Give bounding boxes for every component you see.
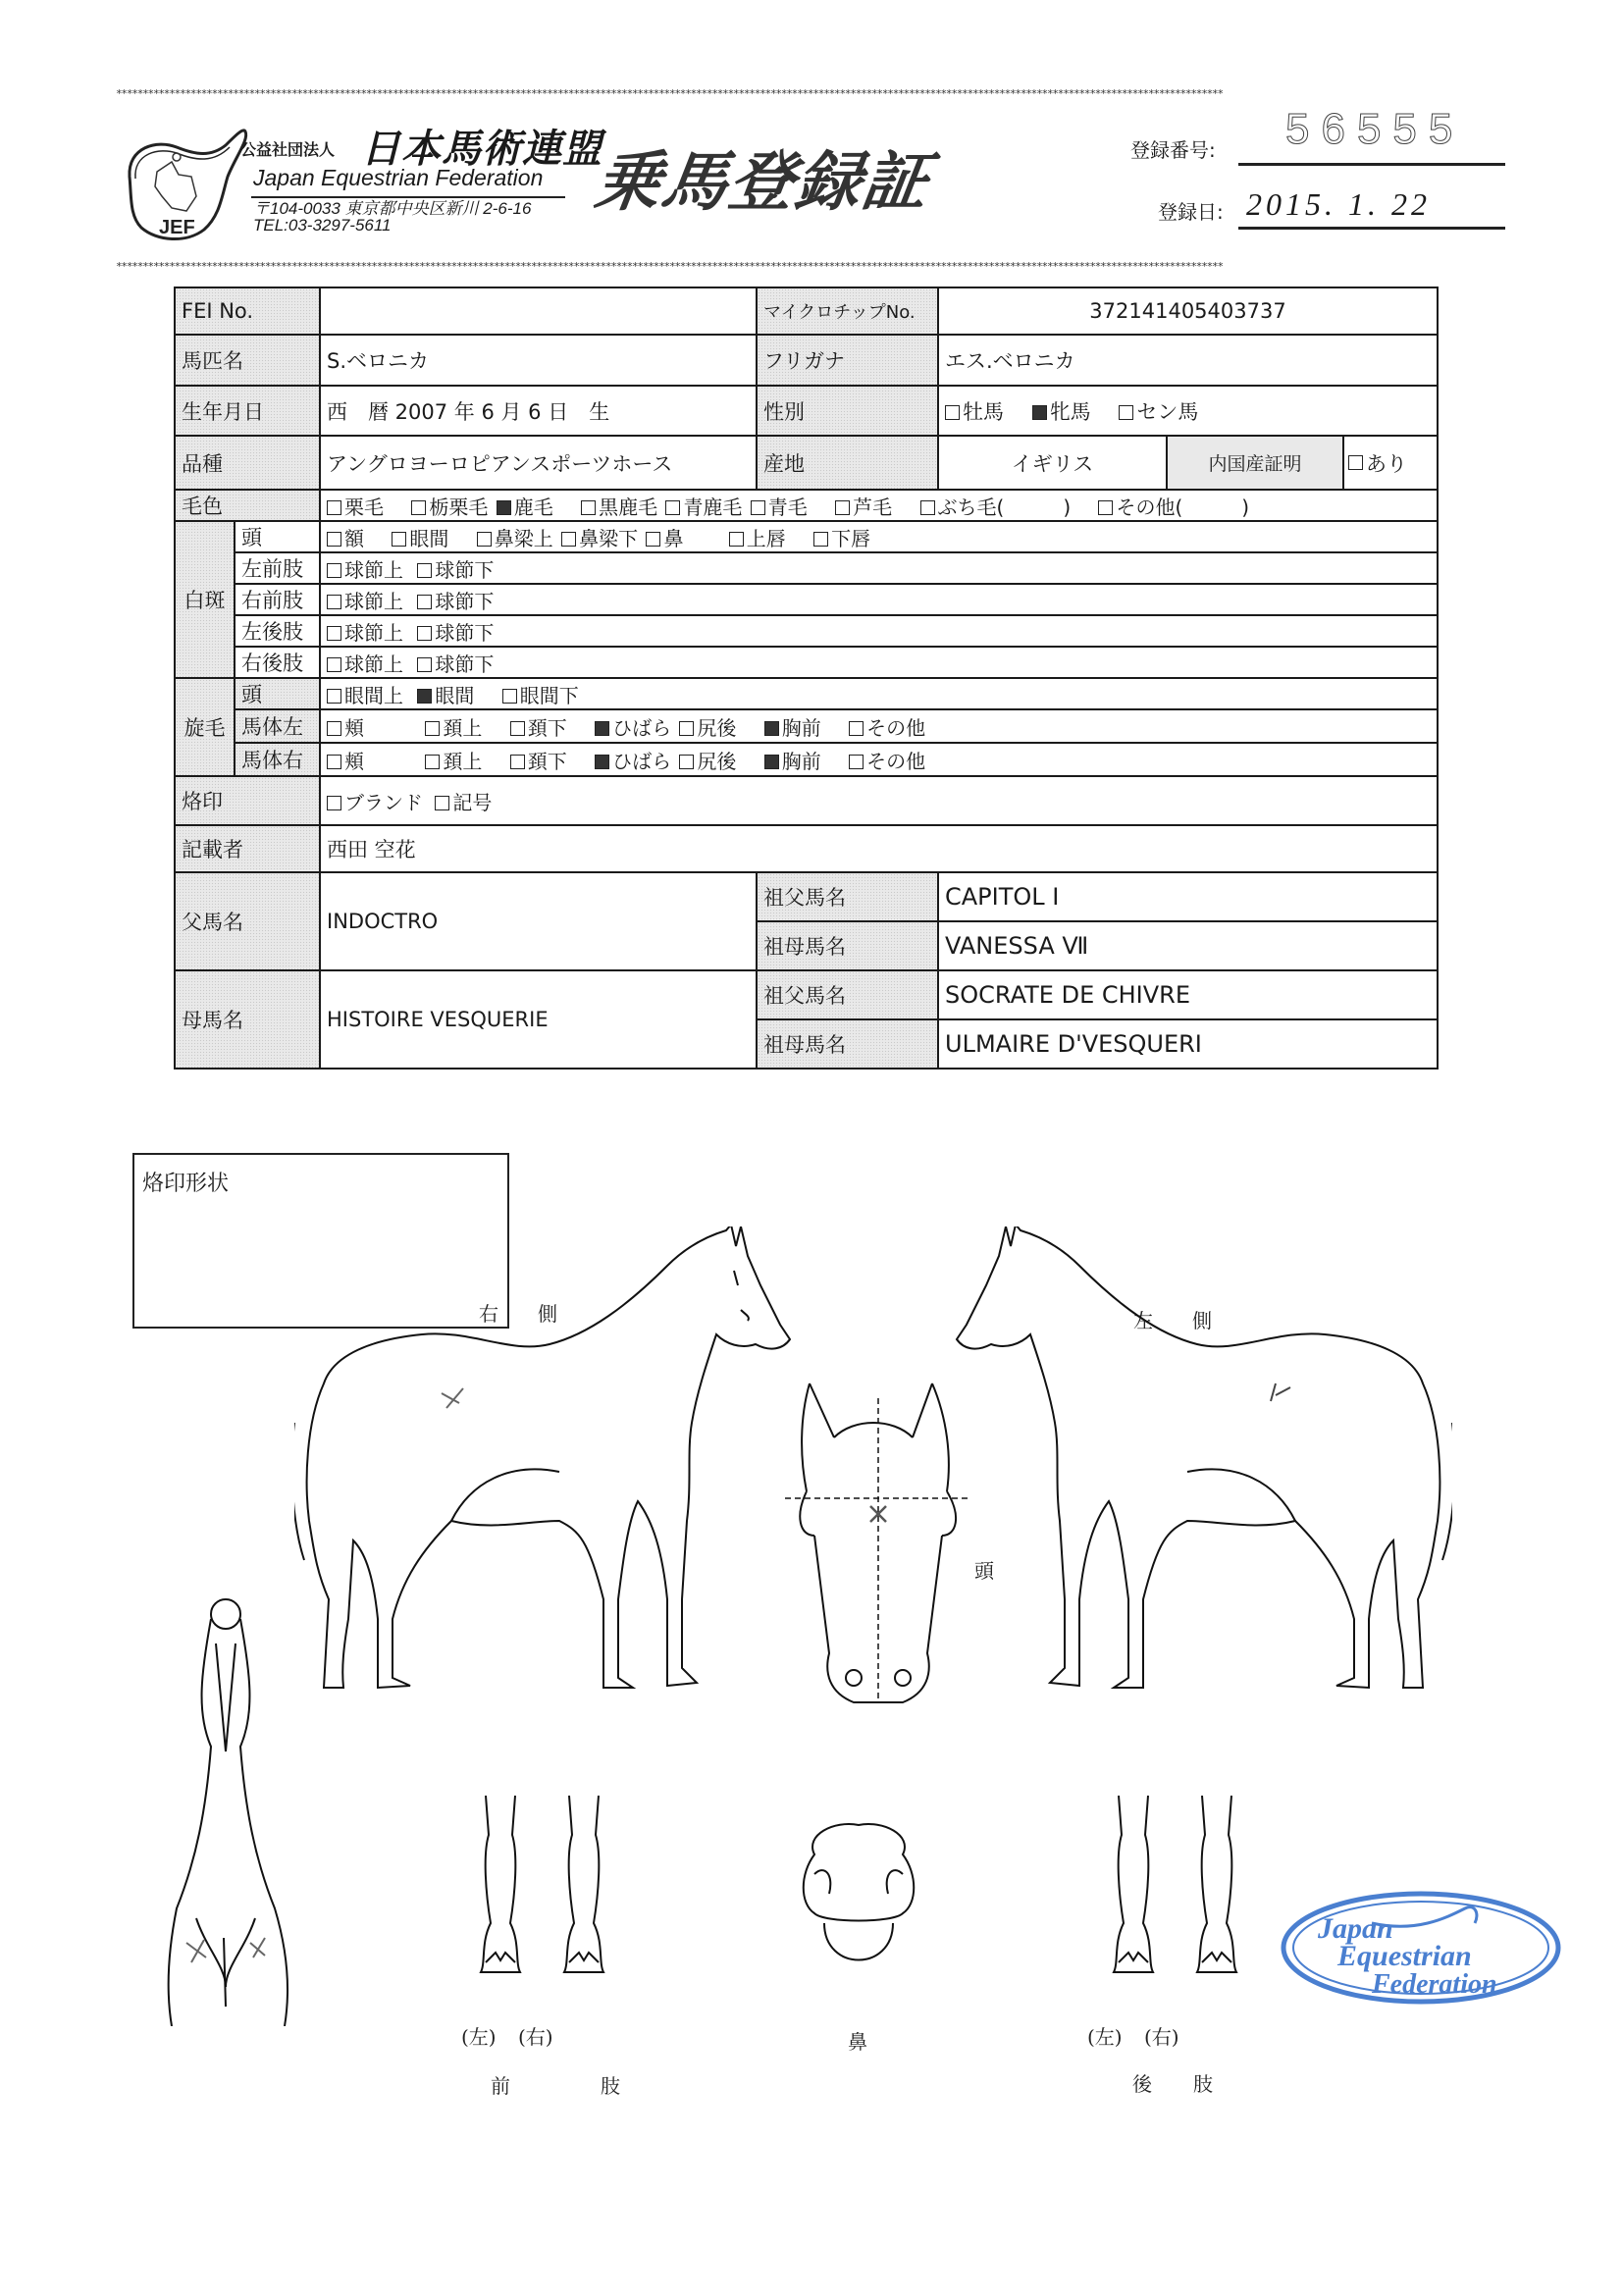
stamp-line-1: Japan (1318, 1912, 1393, 1945)
sire-grandsire-label: 祖父馬名 (757, 872, 938, 921)
white-option-between-eyes[interactable]: 眼間 (392, 527, 448, 550)
forelimb-label-1: 前 (491, 2074, 510, 2098)
option-label: 牝馬 (1049, 399, 1091, 424)
dam-granddam-value: ULMAIRE D'VESQUERI (938, 1019, 1438, 1069)
head-front-diagram (785, 1379, 981, 1712)
checkbox-icon[interactable] (1348, 455, 1363, 470)
whorls-label: 旋毛 (175, 678, 235, 776)
whorl-mark-icon (1271, 1383, 1290, 1401)
document-title: 乗馬登録証 (590, 144, 935, 220)
sire-granddam-value: VANESSA Ⅶ (938, 921, 1438, 970)
coat-option-brown[interactable]: 青鹿毛 (665, 496, 742, 519)
option-below-fetlock[interactable]: 球節下 (417, 558, 494, 582)
dam-label: 母馬名 (175, 970, 320, 1069)
sex-option-gelding[interactable] (1119, 400, 1198, 424)
registration-no-label: 登録番号: (1130, 138, 1216, 162)
row-sire (175, 872, 1438, 921)
left-side-label: 左 側 (1133, 1309, 1212, 1332)
row-whorl-body-right (175, 743, 1438, 776)
white-right-fore-label: 右前肢 (235, 584, 320, 615)
whorl-option-below-eyes[interactable]: 眼間下 (502, 684, 579, 707)
hindlimbs-diagram (1104, 1796, 1241, 1982)
top-view-diagram (167, 1594, 314, 2026)
whorl-option-lower-neck[interactable]: 頚下 (510, 750, 567, 773)
sex-option-mare[interactable] (1032, 400, 1091, 424)
coat-color-label: 毛色 (175, 490, 320, 521)
org-tel: TEL:03-3297-5611 (253, 216, 392, 235)
sex-option-stallion[interactable] (945, 400, 1004, 424)
checkbox-checked-icon[interactable] (1032, 405, 1047, 420)
furigana-value: エス.ベロニカ (938, 335, 1438, 386)
sire-value: INDOCTRO (320, 872, 757, 970)
sire-granddam-label: 祖母馬名 (757, 921, 938, 970)
coat-option-grey[interactable]: 芦毛 (835, 496, 892, 519)
nose-label: 鼻 (848, 2030, 867, 2054)
registration-date-underline (1238, 227, 1505, 230)
brand-label: 烙印 (175, 776, 320, 825)
whorl-option-other[interactable]: その他 (849, 750, 925, 773)
fei-no-value (320, 287, 757, 335)
breed-value: アングロヨーロピアンスポーツホース (320, 436, 757, 490)
stamp-line-3: Federation (1372, 1969, 1497, 2000)
coat-color-options (320, 490, 1438, 521)
whorl-mark-icon (186, 1938, 265, 1962)
row-whorl-head (175, 678, 1438, 709)
whorl-option-chest[interactable]: 胸前 (764, 716, 821, 740)
whorl-option-upper-neck[interactable]: 頚上 (425, 750, 482, 773)
white-left-fore-label: 左前肢 (235, 552, 320, 584)
row-horse-name (175, 335, 1438, 386)
furigana-label: フリガナ (757, 335, 938, 386)
origin-label: 産地 (757, 436, 938, 490)
microchip-label: マイクロチップNo. (757, 287, 938, 335)
registration-date: 2015. 1. 22 (1246, 186, 1431, 222)
horse-name-value: S.ベロニカ (320, 335, 757, 386)
checkbox-checked-icon (497, 500, 511, 515)
brand-option-symbol[interactable]: 記号 (435, 791, 492, 814)
sex-options (938, 386, 1438, 436)
whorl-mark-icon (442, 1388, 463, 1408)
whorl-option-rear[interactable]: 尻後 (679, 716, 736, 740)
forelimbs-diagram (471, 1796, 608, 1982)
forelimb-left-label: (左) (461, 2025, 497, 2049)
row-whorl-body-left (175, 709, 1438, 743)
option-below-fetlock[interactable]: 球節下 (417, 652, 494, 676)
dam-grandsire-label: 祖父馬名 (757, 970, 938, 1019)
registration-form-table (174, 287, 1439, 1070)
white-option-upper-lip[interactable]: 上唇 (729, 527, 786, 550)
coat-option-pinto[interactable]: ぶち毛( ) (920, 496, 1072, 519)
whorl-option-other[interactable]: その他 (849, 716, 925, 740)
white-head-label: 頭 (235, 521, 320, 552)
sire-grandsire-value: CAPITOL I (938, 872, 1438, 921)
coat-option-other[interactable]: その他( ) (1098, 496, 1249, 519)
option-label: セン馬 (1136, 399, 1199, 424)
sire-label: 父馬名 (175, 872, 320, 970)
white-left-hind-label: 左後肢 (235, 615, 320, 647)
jef-official-stamp (1279, 1889, 1563, 2007)
option-above-fetlock[interactable]: 球節上 (327, 652, 403, 676)
row-dam (175, 970, 1438, 1019)
coat-option-dark-chestnut[interactable]: 栃栗毛 (411, 496, 488, 519)
recorder-value: 西田 空花 (320, 825, 1438, 872)
row-white-left-fore (175, 552, 1438, 584)
whorl-option-cheek[interactable]: 頬 (327, 716, 364, 740)
org-name-en: Japan Equestrian Federation (253, 165, 544, 190)
registration-no-underline (1238, 163, 1505, 166)
row-birth-date (175, 386, 1438, 436)
brand-option-brand[interactable]: ブランド (327, 791, 423, 814)
domestic-cert-label: 内国産証明 (1168, 437, 1344, 489)
row-fei (175, 287, 1438, 335)
horse-name-label: 馬匹名 (175, 335, 320, 386)
row-white-left-hind (175, 615, 1438, 647)
hindlimb-left-label: (左) (1087, 2025, 1123, 2049)
forelimb-right-label: (右) (518, 2025, 553, 2049)
birth-date-value: 西 暦 2007 年 6 月 6 日 生 (320, 386, 757, 436)
row-coat-color (175, 490, 1438, 521)
whorl-option-chest[interactable]: 胸前 (764, 750, 821, 773)
whorl-body-left-label: 馬体左 (235, 709, 320, 743)
domestic-cert-option[interactable] (1344, 437, 1437, 489)
hindlimb-label-1: 後 (1132, 2072, 1152, 2096)
whorl-body-right-label: 馬体右 (235, 743, 320, 776)
row-brand (175, 776, 1438, 825)
white-right-hind-label: 右後肢 (235, 647, 320, 678)
hindlimb-label-2: 肢 (1193, 2072, 1213, 2096)
fei-no-label: FEI No. (175, 287, 320, 335)
dam-granddam-label: 祖母馬名 (757, 1019, 938, 1069)
origin-value: イギリス (938, 436, 1167, 490)
option-above-fetlock[interactable]: 球節上 (327, 621, 403, 645)
white-head-options (320, 521, 1438, 552)
option-below-fetlock[interactable]: 球節下 (417, 621, 494, 645)
registration-no: 56555 (1285, 105, 1465, 153)
whorl-option-rear[interactable]: 尻後 (679, 750, 736, 773)
option-above-fetlock[interactable]: 球節上 (327, 558, 403, 582)
head-label: 頭 (974, 1559, 994, 1583)
coat-option-dark-bay[interactable]: 黒鹿毛 (581, 496, 657, 519)
white-option-lower-bridge[interactable]: 鼻梁下 (561, 527, 638, 550)
top-star-border: **************************************************************************************************************************************************************************************************************** (116, 87, 1223, 100)
whorl-option-above-eyes[interactable]: 眼間上 (327, 684, 403, 707)
domestic-cert-cell (1167, 436, 1438, 490)
microchip-value: 372141405403737 (938, 287, 1438, 335)
recorder-label: 記載者 (175, 825, 320, 872)
dam-value: HISTOIRE VESQUERIE (320, 970, 757, 1069)
whorl-option-cheek[interactable]: 頬 (327, 750, 364, 773)
org-address-block (253, 200, 531, 234)
white-option-upper-bridge[interactable]: 鼻梁上 (477, 527, 553, 550)
birth-date-label: 生年月日 (175, 386, 320, 436)
white-option-forehead[interactable]: 額 (327, 527, 364, 550)
org-name-ja: 日本馬術連盟 (361, 127, 602, 172)
sex-label: 性別 (757, 386, 938, 436)
breed-label: 品種 (175, 436, 320, 490)
coat-option-black[interactable]: 青毛 (751, 496, 808, 519)
whorl-head-label: 頭 (235, 678, 320, 709)
row-white-right-fore (175, 584, 1438, 615)
stamp-line-2: Equestrian (1337, 1940, 1472, 1972)
brand-shape-label: 烙印形状 (142, 1172, 230, 1196)
option-label: 牡馬 (963, 399, 1004, 424)
checkbox-icon[interactable] (945, 405, 960, 420)
whorl-option-upper-neck[interactable]: 頚上 (425, 716, 482, 740)
coat-option-bay[interactable]: 鹿毛 (497, 496, 553, 519)
white-option-lower-lip[interactable]: 下唇 (813, 527, 870, 550)
whorl-option-lower-neck[interactable]: 頚下 (510, 716, 567, 740)
white-markings-label: 白斑 (175, 521, 235, 678)
jef-saddle-logo (118, 118, 255, 245)
nose-diagram (785, 1815, 932, 1992)
forelimb-label-2: 肢 (601, 2074, 620, 2098)
hindlimb-right-label: (右) (1144, 2025, 1179, 2049)
option-below-fetlock[interactable]: 球節下 (417, 590, 494, 613)
org-prefix: 公益社団法人 (240, 140, 336, 159)
whorl-option-between-eyes[interactable]: 眼間 (417, 684, 474, 707)
dam-grandsire-value: SOCRATE DE CHIVRE (938, 970, 1438, 1019)
option-label: あり (1366, 451, 1407, 476)
option-above-fetlock[interactable]: 球節上 (327, 590, 403, 613)
white-option-nose[interactable]: 鼻 (646, 527, 683, 550)
whorl-option-flank[interactable]: ひばら (595, 750, 671, 773)
bottom-star-border: **************************************************************************************************************************************************************************************************************** (116, 260, 1223, 273)
logo-text: JEF (159, 217, 195, 238)
org-divider (251, 196, 565, 198)
row-white-head (175, 521, 1438, 552)
row-recorder (175, 825, 1438, 872)
right-side-label: 右 側 (479, 1302, 557, 1326)
coat-option-chestnut[interactable]: 栗毛 (327, 496, 384, 519)
registration-date-label: 登録日: (1158, 200, 1224, 224)
org-address: 〒104-0033 東京都中央区新川 2-6-16 (253, 199, 532, 218)
row-breed (175, 436, 1438, 490)
checkbox-icon[interactable] (1119, 405, 1133, 420)
whorl-option-flank[interactable]: ひばら (595, 716, 671, 740)
checkbox-checked-icon (417, 689, 432, 704)
row-white-right-hind (175, 647, 1438, 678)
